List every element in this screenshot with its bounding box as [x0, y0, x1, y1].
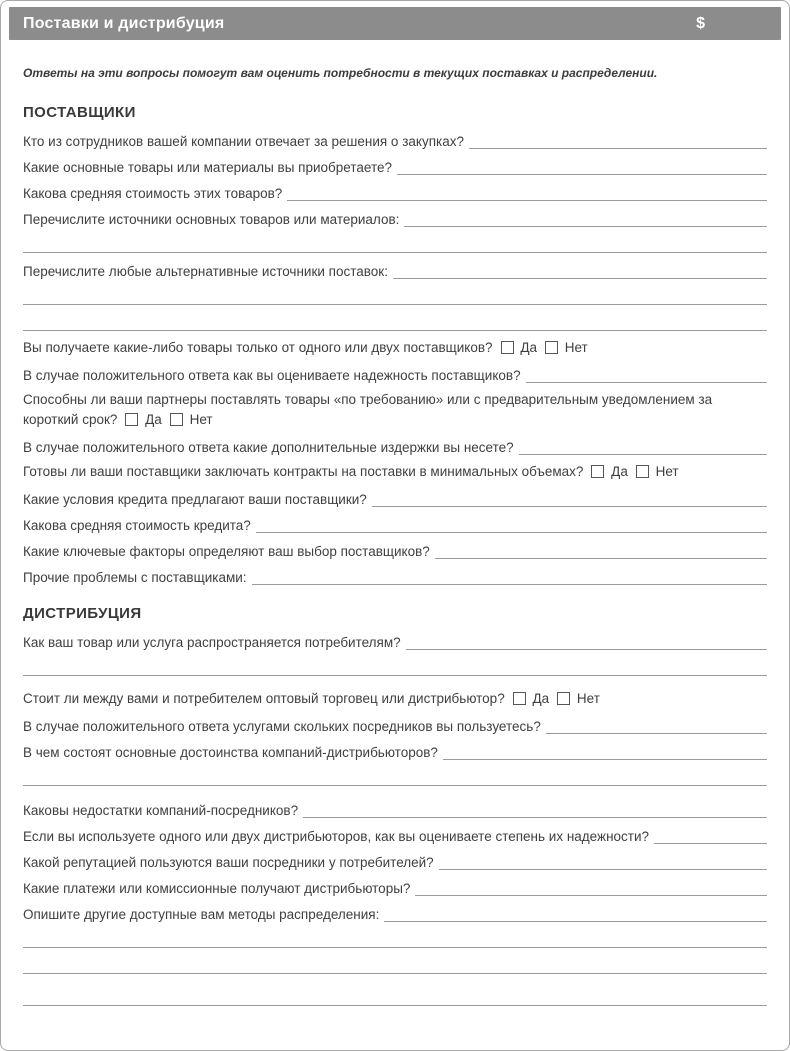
- answer-line[interactable]: [443, 759, 767, 760]
- question-row: [23, 485, 767, 511]
- answer-line[interactable]: [469, 148, 767, 149]
- answer-line[interactable]: [384, 921, 767, 922]
- checkbox-no[interactable]: [636, 465, 649, 478]
- question-text: Перечислите любые альтернативные источники поставок:: [23, 264, 388, 279]
- question-text: Какова средняя стоимость этих товаров?: [23, 186, 283, 201]
- no-label: Нет: [655, 464, 679, 479]
- no-label: Нет: [576, 691, 600, 706]
- answer-line[interactable]: [287, 200, 767, 201]
- yes-label: Да: [520, 340, 537, 355]
- no-label: Нет: [189, 412, 213, 427]
- answer-line[interactable]: [546, 733, 767, 734]
- answer-line-full[interactable]: [23, 984, 767, 1006]
- question-text: В случае положительного ответа услугами скольких посредников вы пользуетесь?: [23, 719, 541, 734]
- answer-line[interactable]: [256, 532, 767, 533]
- question-row: [23, 537, 767, 563]
- question-text: Кто из сотрудников вашей компании отвечает за решения о закупках?: [23, 134, 464, 149]
- answer-line[interactable]: [439, 869, 767, 870]
- checkbox-yes[interactable]: [501, 341, 514, 354]
- answer-line[interactable]: [252, 584, 767, 585]
- no-label: Нет: [564, 340, 588, 355]
- question-row: [23, 712, 767, 738]
- question-row: [23, 563, 767, 589]
- section-title-distribution: ДИСТРИБУЦИЯ: [23, 605, 142, 622]
- question-row: [23, 179, 767, 205]
- answer-line[interactable]: [654, 843, 767, 844]
- question-row: [23, 628, 767, 654]
- question-row: [23, 848, 767, 874]
- page-title: Поставки и дистрибуция: [23, 14, 225, 32]
- question-text: Какие основные товары или материалы вы приобретаете?: [23, 160, 392, 175]
- answer-line[interactable]: [406, 649, 767, 650]
- answer-line-full[interactable]: [23, 952, 767, 974]
- question-row: [23, 796, 767, 822]
- question-text: Способны ли ваши партнеры поставлять товары «по требованию» или с предварительным уведомлением за короткий срок?: [23, 392, 713, 427]
- question-row: [23, 153, 767, 179]
- answer-line-full[interactable]: [23, 309, 767, 331]
- answer-line[interactable]: [435, 558, 767, 559]
- section-title-suppliers: ПОСТАВЩИКИ: [23, 104, 136, 121]
- question-row-yesno: [23, 686, 767, 712]
- question-row: [23, 738, 767, 764]
- question-text: Как ваш товар или услуга распространяется потребителям?: [23, 635, 401, 650]
- answer-line[interactable]: [397, 174, 767, 175]
- answer-line-full[interactable]: [23, 231, 767, 253]
- question-row: [23, 257, 767, 283]
- form-content: [9, 66, 781, 1006]
- answer-line[interactable]: [393, 278, 767, 279]
- question-row-yesno: [23, 335, 767, 361]
- question-row: [23, 433, 767, 459]
- answer-line[interactable]: [303, 817, 767, 818]
- answer-line-full[interactable]: [23, 654, 767, 676]
- question-text: Стоит ли между вами и потребителем оптовый торговец или дистрибьютор?: [23, 691, 505, 706]
- answer-line[interactable]: [404, 226, 767, 227]
- question-row: [23, 127, 767, 153]
- question-text: Готовы ли ваши поставщики заключать контракты на поставки в минимальных объемах?: [23, 464, 584, 479]
- question-text: Какие условия кредита предлагают ваши поставщики?: [23, 492, 367, 507]
- checkbox-no[interactable]: [545, 341, 558, 354]
- yes-label: Да: [145, 412, 162, 427]
- dollar-icon: $: [696, 14, 705, 32]
- question-text: Опишите другие доступные вам методы распределения:: [23, 907, 380, 922]
- checkbox-yes[interactable]: [125, 413, 138, 426]
- question-text: В случае положительного ответа как вы оцениваете надежность поставщиков?: [23, 368, 521, 383]
- question-text: Вы получаете какие-либо товары только от одного или двух поставщиков?: [23, 340, 493, 355]
- answer-line[interactable]: [415, 895, 767, 896]
- checkbox-no[interactable]: [557, 692, 570, 705]
- answer-line[interactable]: [526, 382, 767, 383]
- question-text: Какой репутацией пользуются ваши посредники у потребителей?: [23, 855, 434, 870]
- question-text: Перечислите источники основных товаров или материалов:: [23, 212, 400, 227]
- checkbox-yes[interactable]: [513, 692, 526, 705]
- page-header: [9, 7, 781, 40]
- yes-label: Да: [611, 464, 628, 479]
- question-row-yesno: [23, 387, 767, 433]
- question-text: Какова средняя стоимость кредита?: [23, 518, 251, 533]
- yes-label: Да: [532, 691, 550, 706]
- answer-line-full[interactable]: [23, 764, 767, 786]
- answer-line-full[interactable]: [23, 283, 767, 305]
- question-text: В чем состоят основные достоинства компаний-дистрибьюторов?: [23, 745, 438, 760]
- answer-line[interactable]: [519, 454, 767, 455]
- checkbox-yes[interactable]: [591, 465, 604, 478]
- answer-line-full[interactable]: [23, 926, 767, 948]
- intro-text: Ответы на эти вопросы помогут вам оценить потребности в текущих поставках и распределении.: [23, 66, 658, 80]
- question-row: [23, 205, 767, 231]
- question-text: В случае положительного ответа какие дополнительные издержки вы несете?: [23, 440, 514, 455]
- question-row: [23, 822, 767, 848]
- question-text: Какие ключевые факторы определяют ваш выбор поставщиков?: [23, 544, 430, 559]
- checkbox-no[interactable]: [170, 413, 183, 426]
- question-text: Каковы недостатки компаний-посредников?: [23, 803, 299, 818]
- question-text: Прочие проблемы с поставщиками:: [23, 570, 247, 585]
- question-text: Какие платежи или комиссионные получают дистрибьюторы?: [23, 881, 411, 896]
- question-row: [23, 361, 767, 387]
- question-row: [23, 874, 767, 900]
- question-row: [23, 900, 767, 926]
- question-row-yesno: [23, 459, 767, 485]
- question-row: [23, 511, 767, 537]
- question-text: Если вы используете одного или двух дистрибьюторов, как вы оцениваете степень их надежности?: [23, 829, 650, 844]
- answer-line[interactable]: [372, 506, 767, 507]
